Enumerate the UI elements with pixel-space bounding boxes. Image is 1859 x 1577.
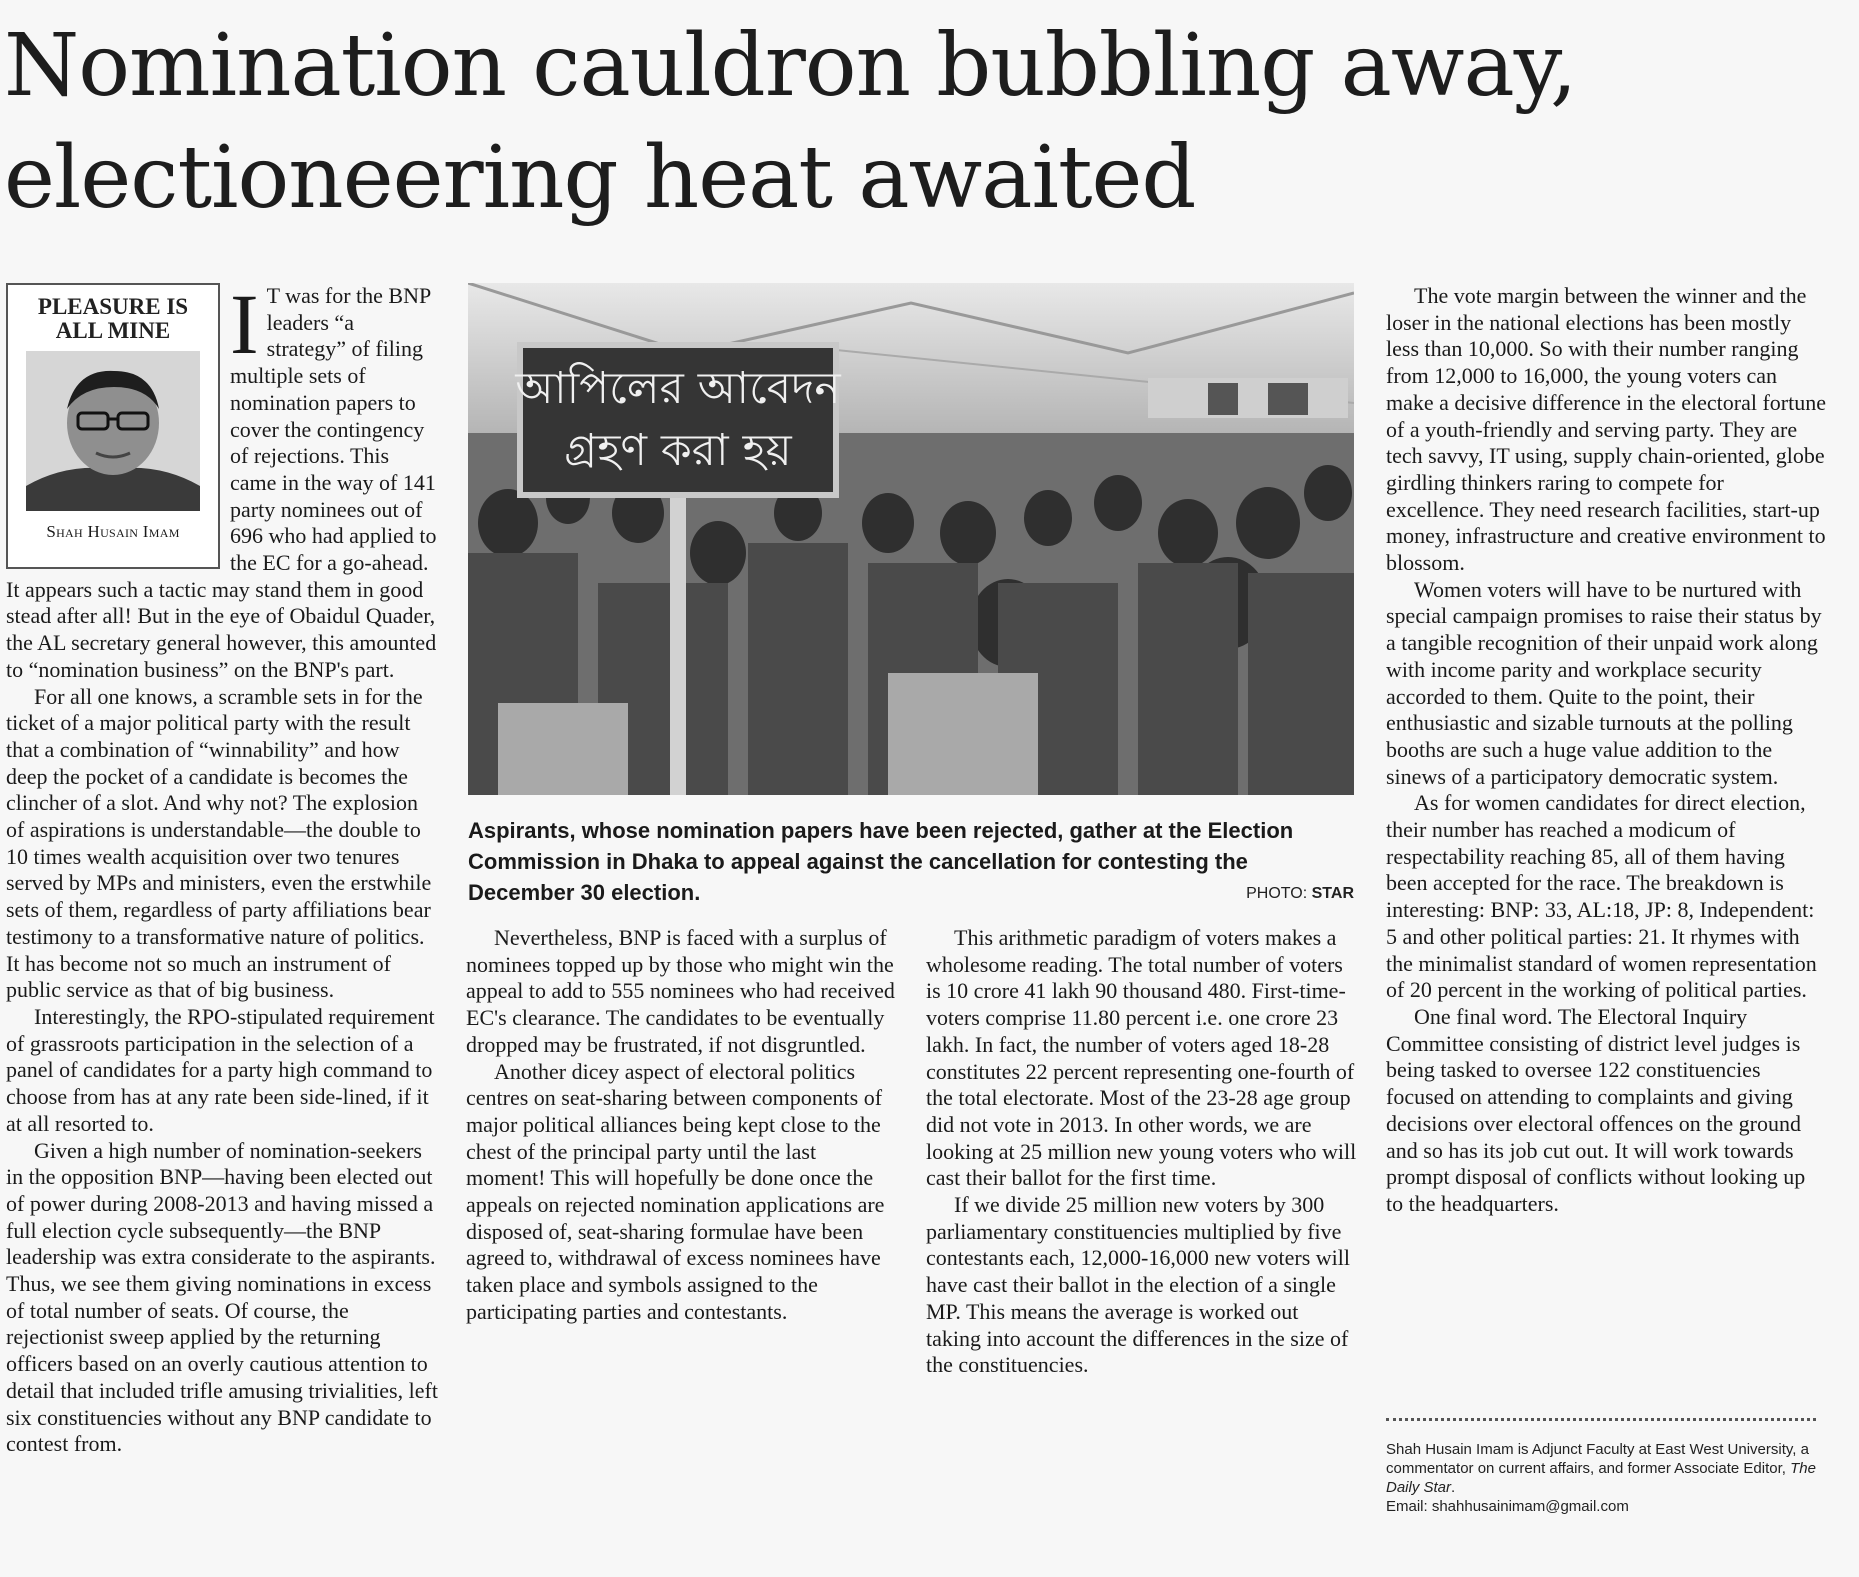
bio-text: Shah Husain Imam is Adjunct Faculty at East West University, a commentator on current affairs, and former Associate Editor, bbox=[1386, 1441, 1809, 1477]
paragraph-6: Another dicey aspect of electoral politics centres on seat-sharing between components of major political alliances being kept close to the chest of the principal party until the last moment! This will hopefully be done once the appeals on rejected nomination applications are disposed of, seat-sharing formulae have been agreed to, withdrawal of excess nominees have taken place and symbols assigned to the participating parties and contestants. bbox=[466, 1058, 885, 1324]
photo-credit bbox=[1190, 885, 1354, 903]
article-column-2 bbox=[466, 925, 898, 1326]
paragraph-2: For all one knows, a scramble sets in for the ticket of a major political party with the result that a combination of “winnability” and how deep the pocket of a candidate is becomes the clincher of a slot. And why not? The explosion of aspirations is understandable—the double to 10 times wealth acquisition over two tenures served by MPs and ministers, even the erstwhile sets of them, regardless of party affiliations bear testimony to a transformative nature of politics. It has become not so much an instrument of public service as that of big business. bbox=[6, 683, 432, 1003]
drop-cap: I bbox=[230, 276, 259, 372]
author-byline: Shah Husain Imam bbox=[46, 522, 180, 541]
author-bio: Shah Husain Imam is Adjunct Faculty at East West University, a commentator on current affairs, and former Associate Editor, The Daily Star. Email: shahhusainimam@gmail.com bbox=[1386, 1441, 1816, 1515]
photo-credit-source: STAR bbox=[1311, 885, 1354, 902]
paragraph-5: Nevertheless, BNP is faced with a surplus of nominees topped up by those who might win the appeal to add to 555 nominees who had received EC's clearance. The candidates to be eventually dropped may be frustrated, if not disgruntled. bbox=[466, 925, 895, 1057]
photo-credit-label: PHOTO: bbox=[1246, 885, 1308, 902]
headline bbox=[4, 10, 1824, 234]
photo-caption: Aspirants, whose nomination papers have been rejected, gather at the Election Commission in Dhaka to appeal against the cancellation for contesting the December 30 election. bbox=[468, 818, 1294, 905]
article-column-1 bbox=[6, 276, 438, 1458]
paragraph-4: Given a high number of nomination-seekers in the opposition BNP—having been elected out of power during 2008-2013 and having missed a full election cycle subsequently—the BNP leadership was extra considerate to the aspirants. Thus, we see them giving nominations in excess of total number of seats. Of course, the rejectionist sweep applied by the returning officers based on an overly cautious attention to detail that included trifle amusing trivialities, left six constituencies without any BNP candidate to contest from. bbox=[6, 1137, 438, 1457]
paragraph-8: If we divide 25 million new voters by 300 parliamentary constituencies multiplied by five contestants each, 12,000-16,000 new voters will have cast their ballot in the election of a single MP. This means the average is worked out taking into account the differences in the size of the constituencies. bbox=[926, 1192, 1351, 1378]
bio-paper: The Daily Star bbox=[1386, 1460, 1816, 1496]
paragraph-1: T was for the BNP leaders “a strategy” of filing multiple sets of nomination papers to cover the contingency of rejections. This came in the way of 141 party nominees out of 696 who had applied to the EC for a go-ahead. It appears such a tactic may stand them in good stead after all! But in the eye of Obaidul Quader, the AL secretary general however, this amounted to “nomination business” on the BNP's part. bbox=[6, 283, 437, 682]
news-photo bbox=[468, 283, 1354, 795]
paragraph-11: As for women candidates for direct election, their number has reached a modicum of respectability reaching 85, all of them having been accepted for the race. The breakdown is interesting: BNP: 33, AL:18, JP: 8, Independent: 5 and other political parties: 21. It rhymes with the minimalist standard of women representation of 20 percent in the working of political parties. bbox=[1386, 790, 1817, 1003]
paragraph-3: Interestingly, the RPO-stipulated requirement of grassroots participation in the selection of a panel of candidates for a party high command to choose from has at any rate been side-lined, if it at all resorted to. bbox=[6, 1003, 435, 1136]
column-title: PLEASURE IS ALL MINE bbox=[37, 294, 189, 343]
bio-divider bbox=[1386, 1418, 1816, 1421]
bio-email: Email: shahhusainimam@gmail.com bbox=[1386, 1498, 1629, 1515]
headline-line2: electioneering heat awaited bbox=[4, 128, 1196, 228]
headline-line1: Nomination cauldron bubbling away, bbox=[4, 16, 1577, 116]
article-column-3 bbox=[926, 925, 1358, 1379]
article-column-4 bbox=[1386, 283, 1826, 1218]
author-portrait bbox=[26, 351, 200, 511]
sign-text-line1: আপিলের আবেদন bbox=[515, 363, 841, 414]
paragraph-9: The vote margin between the winner and the loser in the national elections has been mostly less than 10,000. So with their number ranging from 12,000 to 16,000, the young voters can make a decisive difference in the electoral fortune of a youth-friendly and serving party. They are tech savvy, IT using, supply chain-oriented, globe girdling thinkers raring to compete for excellence. They need research facilities, start-up money, infrastructure and creative environment to blossom. bbox=[1386, 283, 1826, 576]
paragraph-10: Women voters will have to be nurtured with special campaign promises to raise their status by a tangible recognition of their unpaid work along with income parity and workplace security accorded to them. Quite to the point, their enthusiastic and sizable turnouts at the polling booths are such a huge value addition to the sinews of a participatory democratic system. bbox=[1386, 576, 1822, 789]
sign-text-line2: গ্রহণ করা হয় bbox=[564, 425, 792, 476]
paragraph-12: One final word. The Electoral Inquiry Committee consisting of district level judges is being tasked to oversee 122 constituencies focused on attending to complaints and giving decisions over electoral offences on the ground and so has its job cut out. It will work towards prompt disposal of conflicts without looking up to the headquarters. bbox=[1386, 1003, 1806, 1216]
paragraph-7: This arithmetic paradigm of voters makes a wholesome reading. The total number of voters is 10 crore 41 lakh 90 thousand 480. First-time-voters comprise 11.80 percent i.e. one crore 23 lakh. In fact, the number of voters aged 18-28 constitutes 22 percent representing one-fourth of the total electorate. Most of the 23-28 age group did not vote in 2013. In other words, we are looking at 25 million new young voters who will cast their ballot for the first time. bbox=[926, 925, 1357, 1191]
column-logo-box bbox=[6, 283, 220, 569]
